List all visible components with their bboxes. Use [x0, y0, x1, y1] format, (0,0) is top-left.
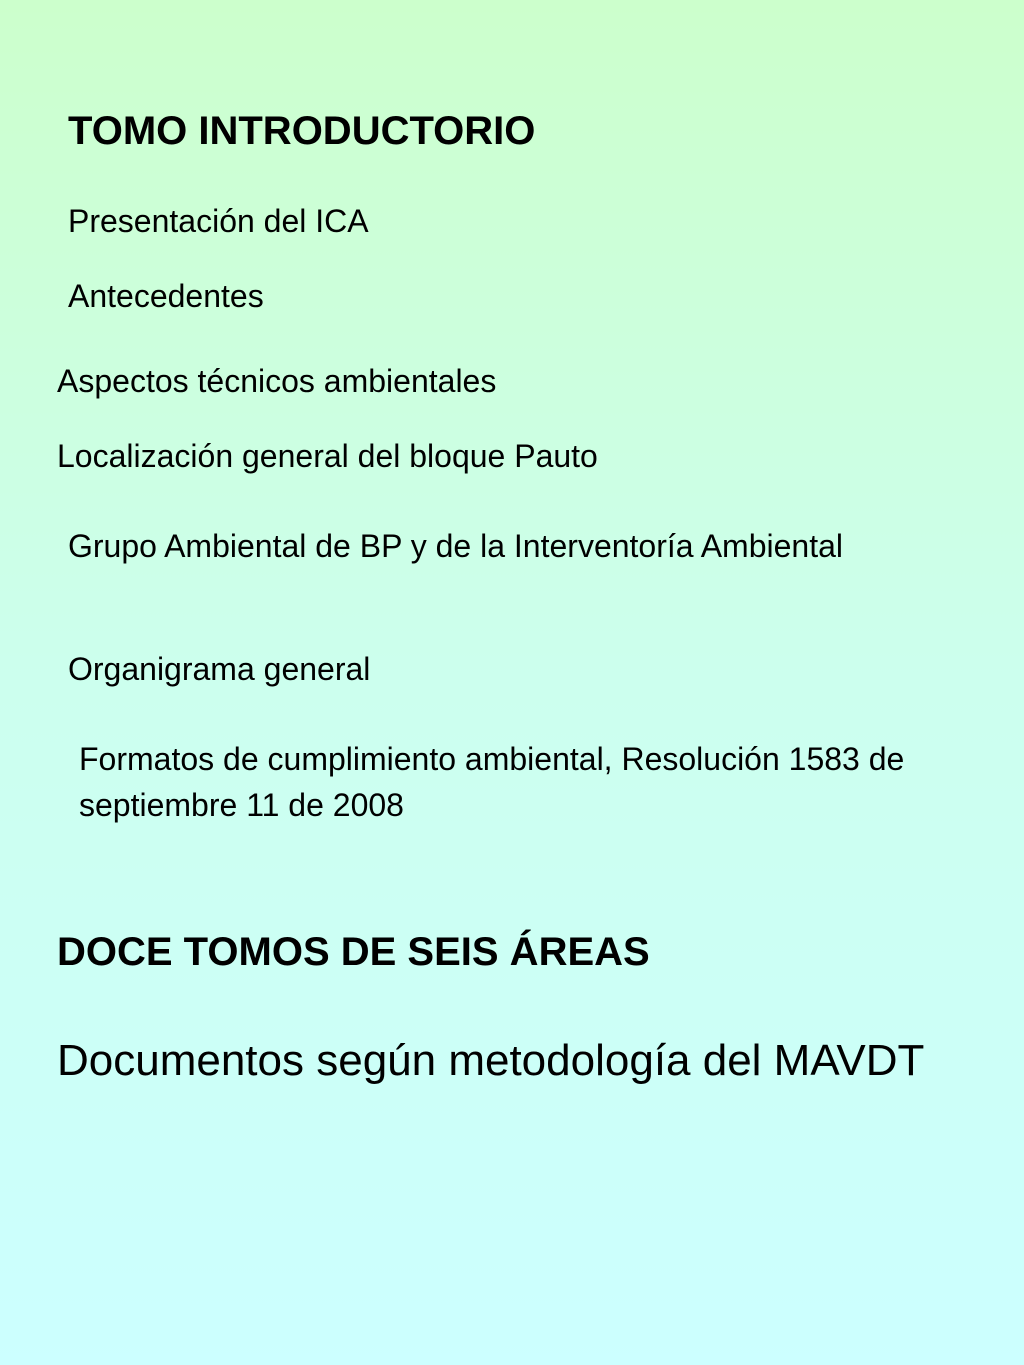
list-item-organigrama: Organigrama general [68, 651, 371, 687]
section-title-tomo-introductorio: TOMO INTRODUCTORIO [68, 109, 536, 153]
list-item-aspectos-tecnicos: Aspectos técnicos ambientales [57, 363, 497, 399]
list-item-localizacion: Localización general del bloque Pauto [57, 438, 598, 474]
list-item-grupo-ambiental: Grupo Ambiental de BP y de la Interventoría Ambiental [68, 528, 843, 564]
section-subtitle-documentos: Documentos según metodología del MAVDT [57, 1036, 925, 1085]
list-item-presentacion: Presentación del ICA [68, 203, 369, 239]
section-title-doce-tomos: DOCE TOMOS DE SEIS ÁREAS [57, 930, 650, 974]
list-item-antecedentes: Antecedentes [68, 278, 264, 314]
list-item-formatos-cumplimiento: Formatos de cumplimiento ambiental, Resolución 1583 de septiembre 11 de 2008 [79, 741, 905, 823]
